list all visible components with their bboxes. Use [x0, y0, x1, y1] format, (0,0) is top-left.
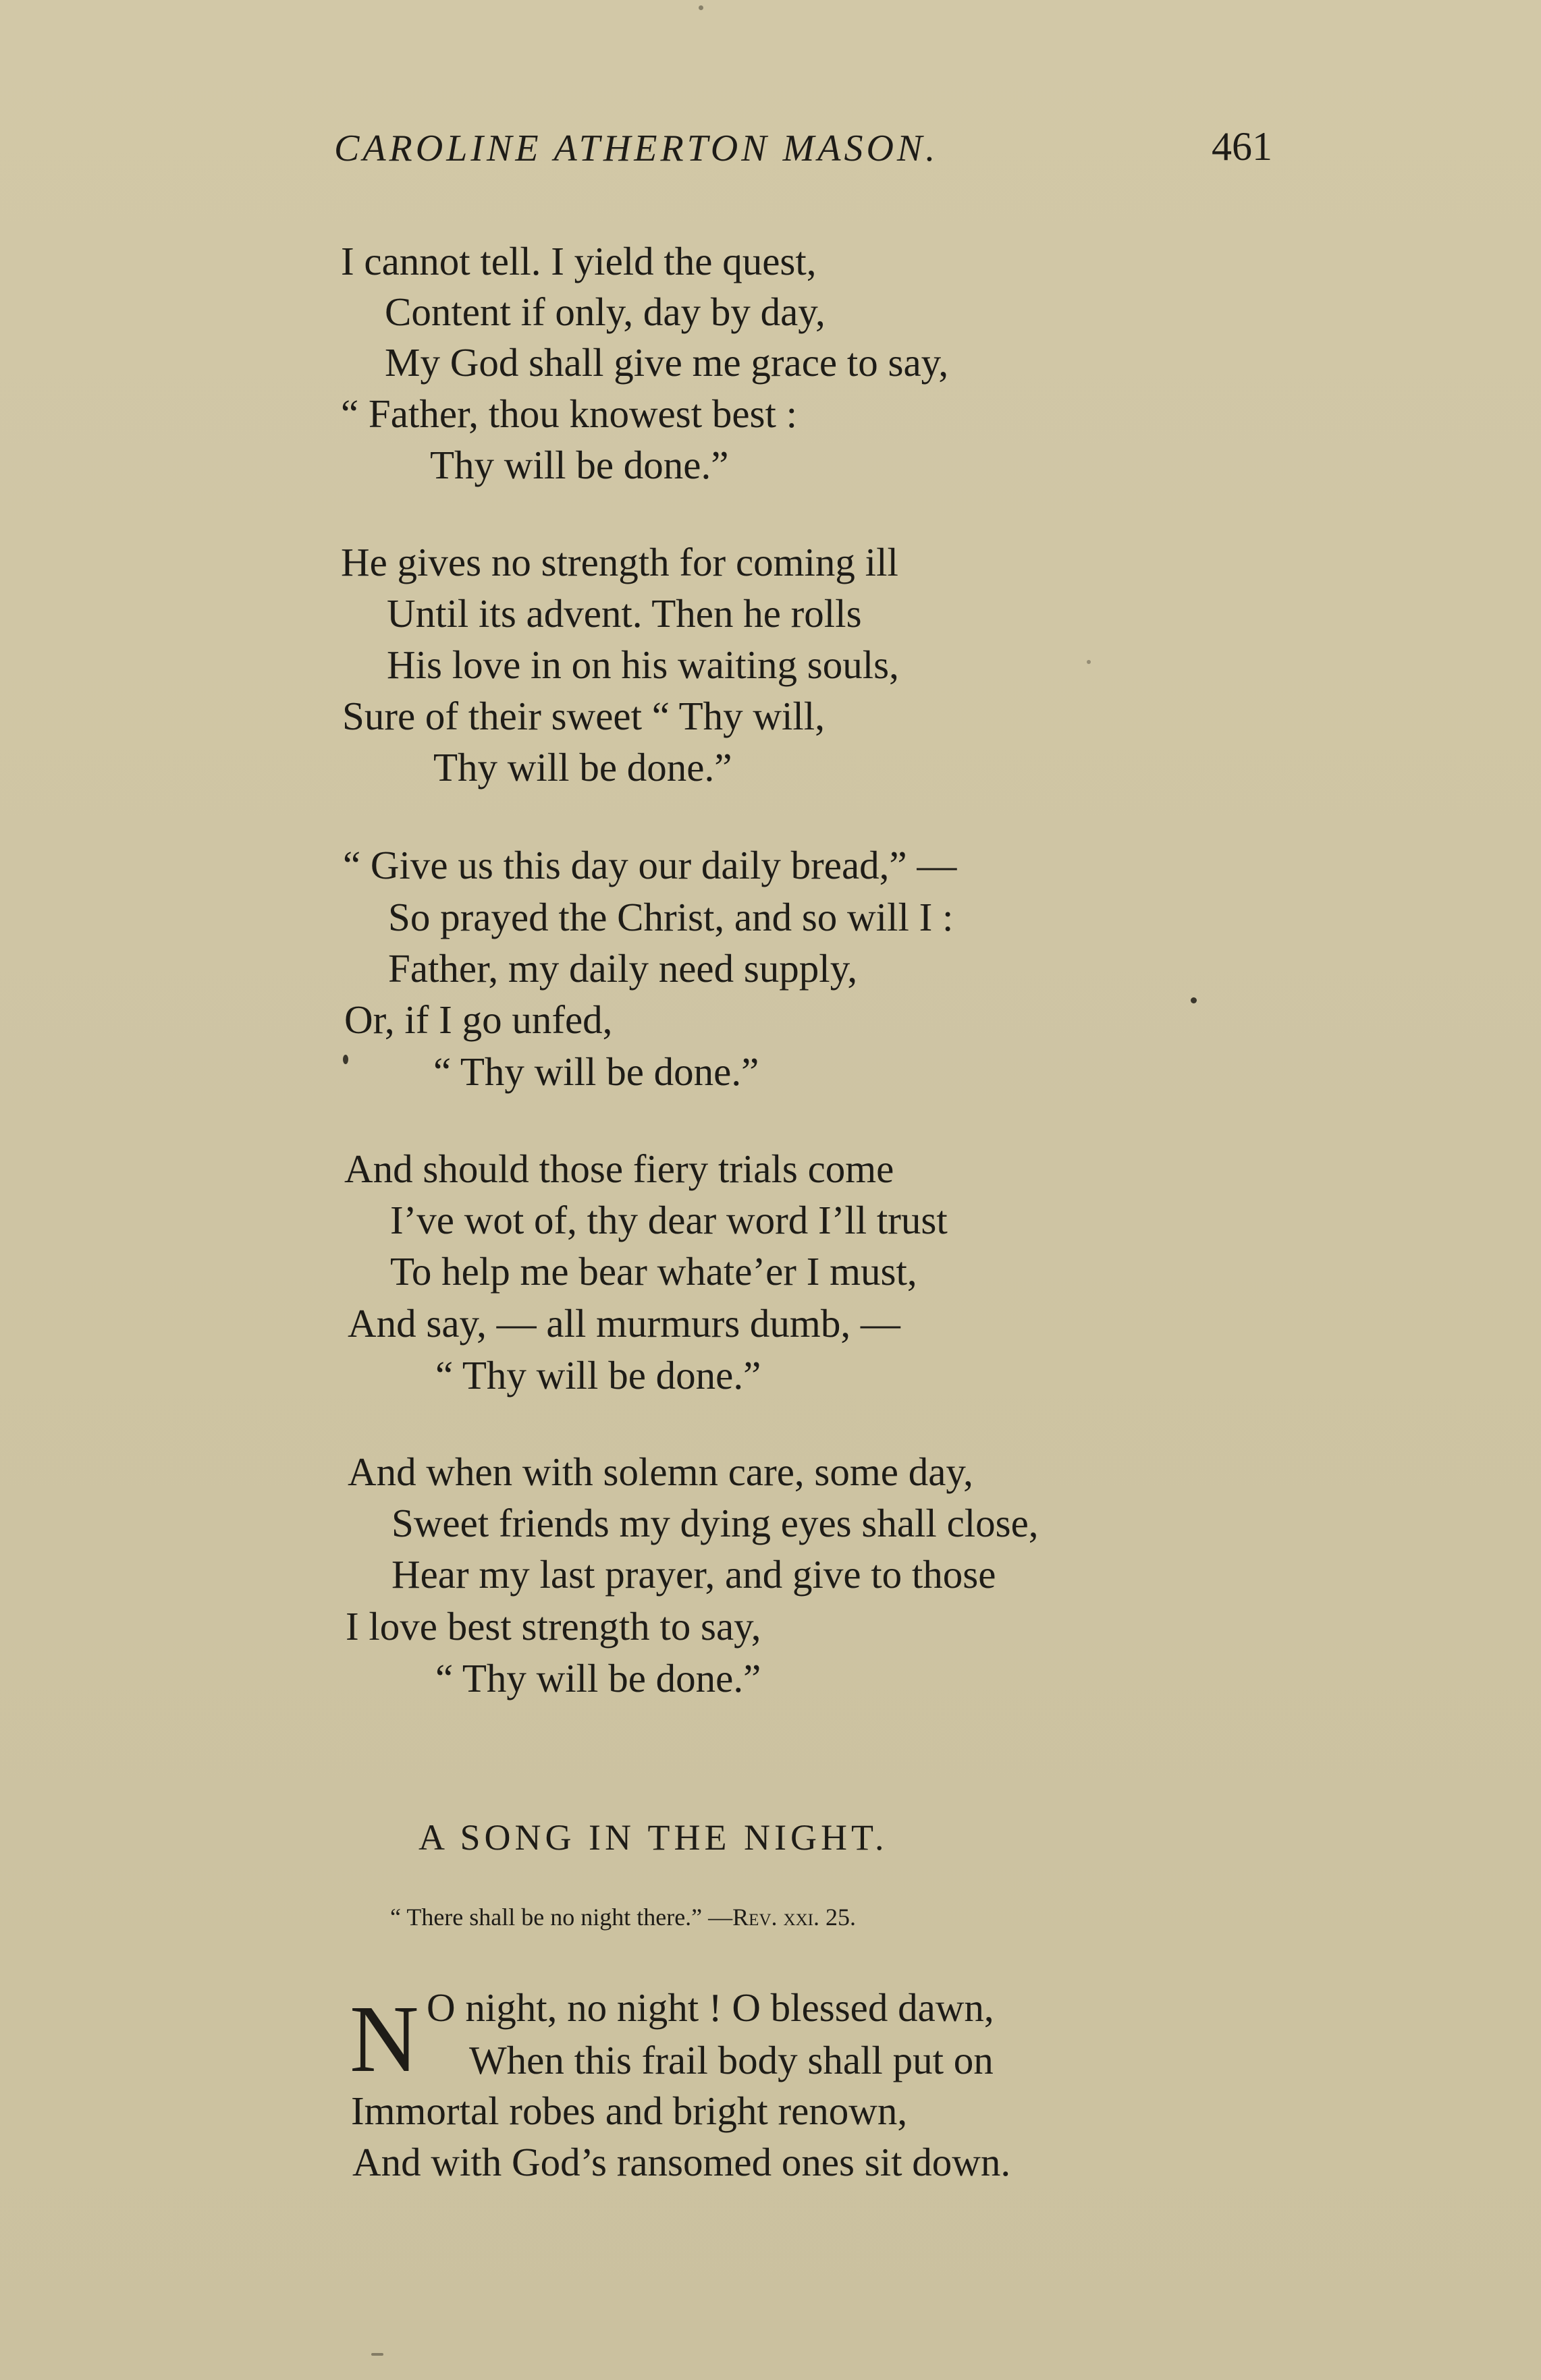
poem-line: Content if only, day by day, [385, 289, 826, 334]
epigraph [390, 1903, 856, 1931]
ink-speck [343, 1055, 348, 1064]
poem-line: And should those fiery trials come [344, 1146, 894, 1191]
poem-line: Father, my daily need supply, [388, 946, 858, 991]
poem-line: Thy will be done.” [433, 745, 732, 790]
poem-title: A SONG IN THE NIGHT. [418, 1817, 888, 1858]
epigraph-source: Rev. xxi. 25. [732, 1904, 856, 1931]
poem-line: Or, if I go unfed, [344, 997, 613, 1042]
poem-line: To help me bear whate’er I must, [390, 1249, 917, 1294]
poem-line: And with God’s ransomed ones sit down. [352, 2140, 1011, 2184]
ink-speck [1191, 997, 1197, 1003]
poem-line: Sure of their sweet “ Thy will, [342, 694, 825, 738]
poem-line: And when with solemn care, some day, [348, 1449, 973, 1494]
poem-line: I love best strength to say, [346, 1604, 761, 1649]
poem-line: Thy will be done.” [430, 443, 729, 487]
running-head: CAROLINE ATHERTON MASON. [334, 128, 939, 169]
ink-speck [1087, 660, 1091, 664]
drop-cap: N [350, 1985, 419, 2092]
page-number: 461 [1212, 124, 1272, 169]
poem-line: His love in on his waiting souls, [387, 642, 899, 687]
poem-line: O night, no night ! O blessed dawn, [427, 1985, 994, 2030]
poem-line: Until its advent. Then he rolls [387, 591, 862, 636]
poem-line: So prayed the Christ, and so will I : [388, 895, 954, 939]
poem-line: He gives no strength for coming ill [341, 540, 898, 584]
epigraph-quote: “ There shall be no night there.” — [390, 1904, 733, 1931]
poem-line: “ Father, thou knowest best : [341, 391, 798, 436]
ink-speck [699, 5, 703, 10]
poem-line: Hear my last prayer, and give to those [391, 1552, 996, 1597]
poem-line: “ Thy will be done.” [435, 1656, 761, 1700]
poem-line: My God shall give me grace to say, [385, 340, 949, 385]
ink-speck [371, 2353, 383, 2356]
poem-line: Sweet friends my dying eyes shall close, [391, 1501, 1039, 1545]
poem-line: “ Give us this day our daily bread,” — [343, 843, 957, 887]
poem-line: I cannot tell. I yield the quest, [341, 239, 817, 283]
poem-line: When this frail body shall put on [469, 2038, 994, 2082]
poem-line: Immortal robes and bright renown, [351, 2088, 908, 2133]
poem-line: And say, — all murmurs dumb, — [348, 1301, 900, 1346]
poem-line: I’ve wot of, thy dear word I’ll trust [390, 1198, 948, 1242]
poem-line: “ Thy will be done.” [435, 1353, 761, 1397]
poem-line: “ Thy will be done.” [433, 1049, 759, 1094]
